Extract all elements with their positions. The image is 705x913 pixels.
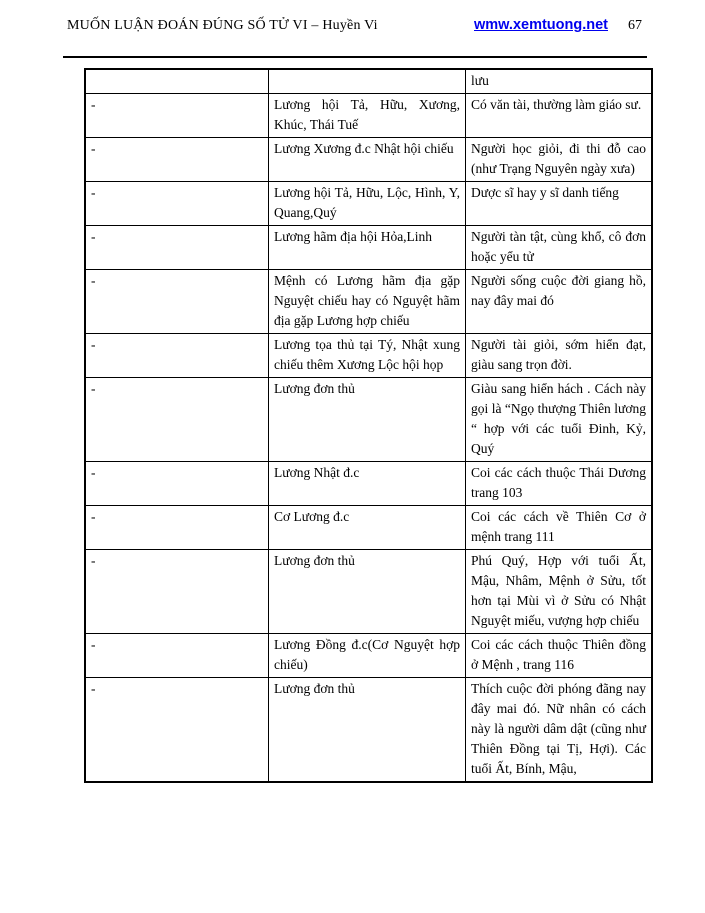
table-row [85,678,652,783]
cell-term: Lương đơn thủ [269,678,466,783]
table-row [85,550,652,634]
cell-term: Lương hãm địa hội Hỏa,Linh [269,226,466,270]
cell-term: Cơ Lương đ.c [269,506,466,550]
cell-term: Lương Xương đ.c Nhật hội chiếu [269,138,466,182]
cell-description: Thích cuộc đời phóng đãng nay đây mai đó. Nữ nhân có cách này là người dâm dật (cũng như Thiên Đồng tại Tị, Hợi). Các tuổi Ất, Bính, Mậu, [466,678,653,783]
site-link[interactable]: wmw.xemtuong.net [474,17,608,33]
page-title: MUỐN LUẬN ĐOÁN ĐÚNG SỐ TỬ VI – Huyền Vi [67,18,378,33]
page-number: 67 [628,18,642,33]
page-header [67,17,642,34]
table-row [85,69,652,94]
cell-dash: - [85,138,269,182]
cell-dash [85,69,269,94]
cell-dash: - [85,678,269,783]
cell-dash: - [85,226,269,270]
table-row [85,226,652,270]
cell-term: Lương đơn thủ [269,378,466,462]
table-body [85,69,652,782]
table-row [85,138,652,182]
cell-description: Có văn tài, thường làm giáo sư. [466,94,653,138]
cell-dash: - [85,94,269,138]
cell-description: Người sống cuộc đời giang hồ, nay đây mai đó [466,270,653,334]
cell-dash: - [85,550,269,634]
cell-dash: - [85,378,269,462]
cell-description: Người học giỏi, đi thi đỗ cao (như Trạng Nguyên ngày xưa) [466,138,653,182]
cell-term: Lương Nhật đ.c [269,462,466,506]
cell-term: Lương đơn thủ [269,550,466,634]
cell-description: Coi các cách thuộc Thái Dương trang 103 [466,462,653,506]
cell-dash: - [85,334,269,378]
content-table [84,68,653,783]
cell-term: Lương Đồng đ.c(Cơ Nguyệt hợp chiếu) [269,634,466,678]
cell-description: Dược sĩ hay y sĩ danh tiếng [466,182,653,226]
table-row [85,462,652,506]
cell-term: Lương tọa thủ tại Tý, Nhật xung chiếu thêm Xương Lộc hội họp [269,334,466,378]
cell-dash: - [85,634,269,678]
table-row [85,94,652,138]
table-row [85,182,652,226]
cell-dash: - [85,506,269,550]
cell-dash: - [85,270,269,334]
cell-description: lưu [466,69,653,94]
table-row [85,334,652,378]
cell-term [269,69,466,94]
cell-dash: - [85,182,269,226]
cell-description: Người tàn tật, cùng khổ, cô đơn hoặc yểu tử [466,226,653,270]
cell-description: Người tài giỏi, sớm hiển đạt, giàu sang trọn đời. [466,334,653,378]
cell-description: Giàu sang hiển hách . Cách này gọi là “Ngọ thượng Thiên lương “ hợp với các tuổi Đinh, Kỷ, Quý [466,378,653,462]
cell-dash: - [85,462,269,506]
header-divider [63,56,647,58]
table-row [85,378,652,462]
table-row [85,270,652,334]
cell-description: Coi các cách thuộc Thiên đồng ở Mệnh , trang 116 [466,634,653,678]
cell-description: Coi các cách về Thiên Cơ ở mệnh trang 111 [466,506,653,550]
cell-description: Phú Quý, Hợp với tuổi Ất, Mậu, Nhâm, Mệnh ở Sửu, tốt hơn tại Mùi vì ở Sửu có Nhật Nguyệt miếu, vượng hợp chiếu [466,550,653,634]
cell-term: Lương hội Tả, Hữu, Lộc, Hình, Y, Quang,Quý [269,182,466,226]
table-row [85,506,652,550]
cell-term: Lương hội Tả, Hữu, Xương, Khúc, Thái Tuế [269,94,466,138]
table-row [85,634,652,678]
cell-term: Mệnh có Lương hãm địa gặp Nguyệt chiếu hay có Nguyệt hãm địa gặp Lương hợp chiếu [269,270,466,334]
